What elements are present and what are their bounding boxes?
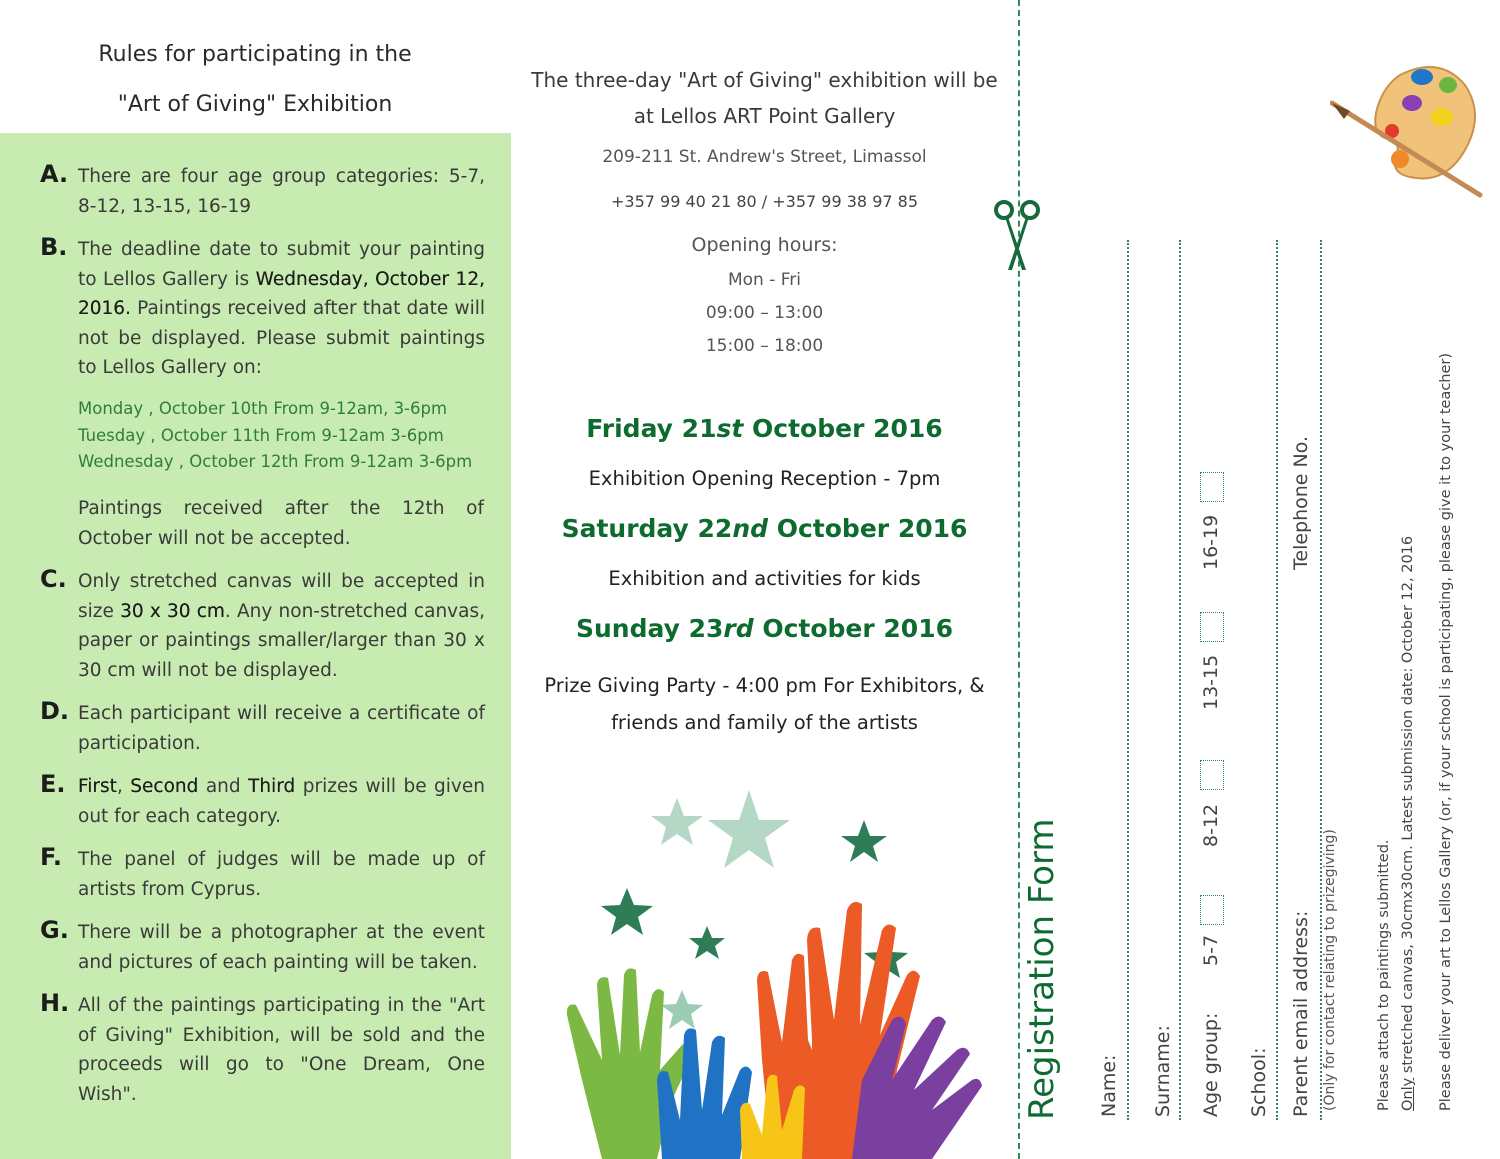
rule-text: The deadline date to submit your painting to Lellos Gallery is Wednesday, October 12, 2016. Paintings received after that date will not be displayed. Please submit paintings to Lellos Gallery on: — [78, 239, 485, 378]
event-desc-saturday: Exhibition and activities for kids — [608, 567, 921, 590]
rule-h — [40, 991, 485, 1109]
star-icon — [841, 820, 887, 862]
rule-letter: B. — [40, 233, 68, 261]
intro-line1: The three-day "Art of Giving" exhibition will be — [531, 68, 998, 92]
late-note: Paintings received after the 12th of October will not be accepted. — [78, 498, 484, 549]
rule-letter: C. — [40, 565, 67, 593]
rules-title-line1: Rules for participating in the — [98, 42, 412, 67]
rule-f — [40, 845, 485, 904]
rule-letter: D. — [40, 697, 70, 725]
rule-e — [40, 772, 485, 831]
rule-c — [40, 567, 485, 685]
age-checkbox-5-7[interactable] — [1200, 895, 1224, 925]
rule-text: All of the paintings participating in the "Art of Giving" Exhibition, will be sold and the proceeds will go to "One Dream, One Wish". — [78, 995, 485, 1105]
phones: +357 99 40 21 80 / +357 99 38 97 85 — [610, 192, 918, 211]
name-field[interactable] — [1127, 240, 1129, 1120]
deliver-note: Please deliver your art to Lellos Gallery (or, if your school is participating, please give it to your teacher) — [1438, 352, 1454, 1111]
age-group-label: Age group: — [1200, 1012, 1222, 1117]
age-option-13-15: 13-15 — [1200, 654, 1222, 710]
rule-text: Only stretched canvas will be accepted in size 30 x 30 cm. Any non-stretched canvas, paper or paintings smaller/larger than 30 x 30 cm will not be displayed. — [78, 571, 485, 681]
rule-g — [40, 918, 485, 977]
hours-morning: 09:00 – 13:00 — [705, 303, 824, 323]
canvas-note: Only stretched canvas, 30cmx30cm. Latest submission date: October 12, 2016 — [1400, 535, 1416, 1111]
event-desc-sunday: Prize Giving Party - 4:00 pm For Exhibitors, & friends and family of the artists — [544, 674, 985, 734]
rule-text: The panel of judges will be made up of artists from Cyprus. — [78, 849, 485, 900]
star-icon — [689, 926, 725, 959]
form-title: Registration Form — [1022, 818, 1062, 1120]
rules-title-line2: "Art of Giving" Exhibition — [117, 92, 393, 117]
hours-label: Opening hours: — [691, 234, 838, 256]
hours-afternoon: 15:00 – 18:00 — [705, 336, 824, 356]
telephone-label: Telephone No. — [1290, 435, 1312, 570]
intro — [512, 62, 1017, 134]
rule-letter: F. — [40, 843, 62, 871]
submission-day: Monday , October 10th From 9-12am, 3-6pm — [78, 399, 448, 418]
star-icon — [651, 798, 703, 845]
cut-line — [1018, 0, 1020, 1159]
age-option-16-19: 16-19 — [1200, 514, 1222, 570]
star-icon — [661, 990, 703, 1029]
submission-days — [78, 396, 472, 476]
rules-title — [0, 30, 510, 130]
surname-field[interactable] — [1179, 240, 1181, 1120]
age-checkbox-13-15[interactable] — [1200, 612, 1224, 642]
attach-note: Please attach to paintings submitted. — [1376, 839, 1392, 1111]
palette-icon — [1330, 55, 1495, 200]
event-desc-friday: Exhibition Opening Reception - 7pm — [588, 467, 941, 490]
hours-days: Mon - Fri — [727, 270, 802, 290]
intro-line2: at Lellos ART Point Gallery — [633, 104, 896, 128]
rule-text: Each participant will receive a certificate of participation. — [78, 703, 485, 754]
age-checkbox-16-19[interactable] — [1200, 472, 1224, 502]
hands-stars-illustration — [562, 780, 1002, 1159]
exhibition-panel — [512, 0, 1017, 1159]
rule-letter: A. — [40, 160, 69, 188]
event-day-saturday: Saturday 22nd October 2016 — [561, 514, 968, 543]
surname-label: Surname: — [1152, 1025, 1174, 1117]
submission-day: Tuesday , October 11th From 9-12am 3-6pm — [78, 425, 444, 445]
school-label: School: — [1248, 1047, 1270, 1117]
registration-panel — [1022, 0, 1500, 1159]
hand-icon — [657, 1028, 752, 1159]
event-day-sunday: Sunday 23rd October 2016 — [576, 614, 953, 643]
age-option-5-7: 5-7 — [1200, 934, 1222, 966]
rule-text: First, Second and Third prizes will be given out for each category. — [78, 776, 485, 827]
submission-day: Wednesday , October 12th From 9-12am 3-6pm — [78, 452, 473, 472]
rule-letter: H. — [40, 989, 70, 1017]
address: 209-211 St. Andrew's Street, Limassol — [602, 147, 927, 167]
rule-letter: E. — [40, 770, 66, 798]
age-option-8-12: 8-12 — [1200, 803, 1222, 847]
star-icon — [708, 790, 790, 868]
rule-text: There will be a photographer at the event and pictures of each painting will be taken. — [78, 922, 485, 973]
rule-text: There are four age group categories: 5-7, 8-12, 13-15, 16-19 — [78, 166, 485, 217]
star-icon — [601, 888, 653, 935]
school-field[interactable] — [1276, 240, 1278, 1120]
parent-email-label: Parent email address: — [1290, 910, 1312, 1117]
rule-d — [40, 699, 485, 758]
rule-letter: G. — [40, 916, 69, 944]
name-label: Name: — [1098, 1054, 1120, 1117]
rule-b — [40, 235, 485, 383]
rules-panel — [0, 0, 512, 1159]
rule-a — [40, 162, 485, 221]
age-checkbox-8-12[interactable] — [1200, 760, 1224, 790]
contact-note: (Only for contact relating to prizegiving) — [1322, 829, 1338, 1111]
event-day-friday: Friday 21st October 2016 — [586, 414, 943, 443]
